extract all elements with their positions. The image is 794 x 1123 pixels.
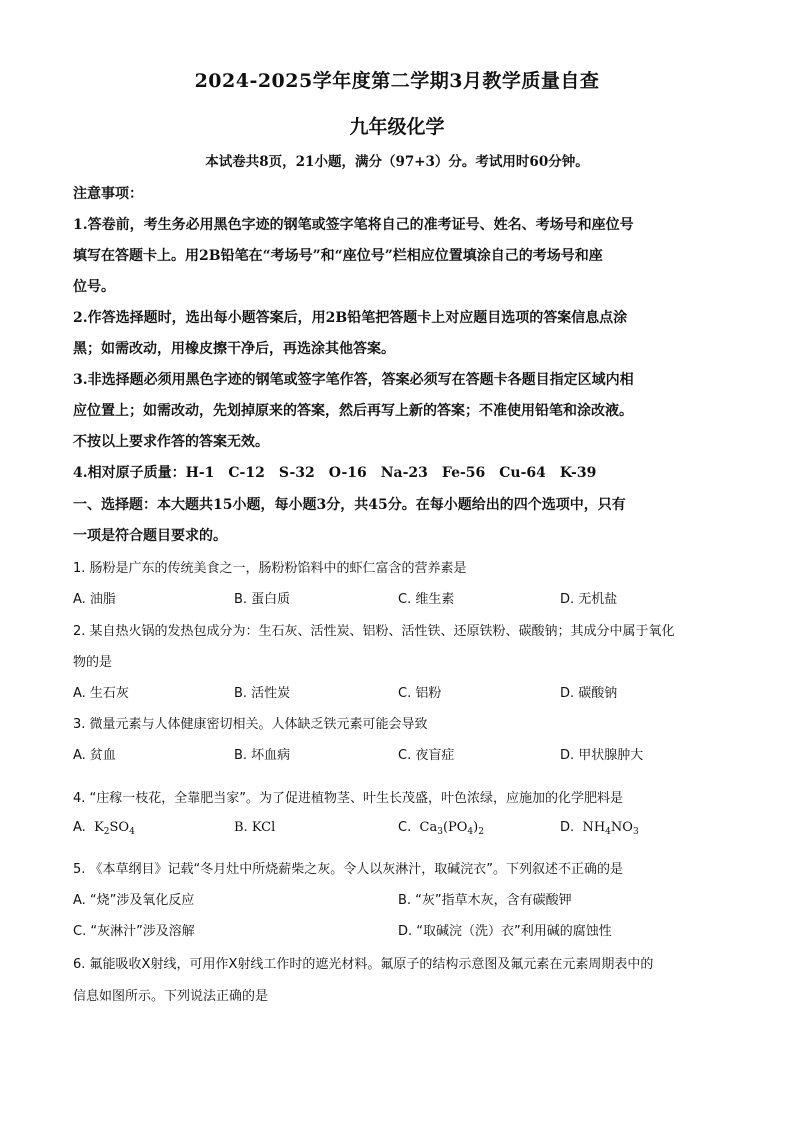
option-label: A. <box>73 820 86 835</box>
notes-line: 应位置上；如需改动，先划掉原来的答案，然后再写上新的答案；不准使用铅笔和涂改液。 <box>73 403 633 419</box>
notes-line: 1.答卷前，考生务必用黑色字迹的钢笔或签字笔将自己的准考证号、姓名、考场号和座位号 <box>73 217 634 233</box>
notes-line: 黑；如需改动，用橡皮擦干净后，再选涂其他答案。 <box>73 341 395 357</box>
option-d: D. 甲状腺肿大 <box>560 748 644 763</box>
atomic-mass-line: 4.相对原子质量：H-1 C-12 S-32 O-16 Na-23 Fe-56 Cu-64 K-39 <box>73 465 597 481</box>
option-d <box>560 820 639 837</box>
option-label: D. <box>560 820 575 835</box>
exam-title: 2024-2025学年度第二学期3月教学质量自查 <box>194 70 600 92</box>
option-a: A. 生石灰 <box>73 686 129 701</box>
option-label: B. KCl <box>234 820 276 835</box>
option-c: C. 夜盲症 <box>398 748 455 763</box>
option-c: C. “灰淋汁”涉及溶解 <box>73 924 195 939</box>
question-stem: 信息如图所示。下列说法正确的是 <box>73 989 269 1004</box>
notes-line: 2.作答选择题时，选出每小题答案后，用2B铅笔把答题卡上对应题目选项的答案信息点涂 <box>73 310 628 326</box>
formula: $Ca_3(PO_4)_2$ <box>419 820 484 837</box>
option-b: B. 活性炭 <box>234 686 291 701</box>
question-stem: 4. “庄稼一枝花，全靠肥当家”。为了促进植物茎、叶生长茂盛，叶色浓绿，应施加的化学肥料是 <box>73 791 624 806</box>
notes-line: 位号。 <box>73 279 115 295</box>
question-stem: 1. 肠粉是广东的传统美食之一，肠粉粉馅料中的虾仁富含的营养素是 <box>73 561 467 576</box>
section-heading: 一项是符合题目要求的。 <box>73 528 227 544</box>
question-stem: 物的是 <box>73 655 113 670</box>
option-c: C. 铝粉 <box>398 686 442 701</box>
question-stem: 5. 《本草纲目》记载“冬月灶中所烧薪柴之灰。令人以灰淋汁，取碱浣衣”。下列叙述不正确的是 <box>73 862 624 877</box>
option-a: A. 油脂 <box>73 592 116 607</box>
notes-line: 3.非选择题必须用黑色字迹的钢笔或签字笔作答，答案必须写在答题卡各题目指定区域内相 <box>73 372 634 388</box>
option-a <box>73 820 135 837</box>
question-stem: 6. 氟能吸收X射线，可用作X射线工作时的遮光材料。氟原子的结构示意图及氟元素在元素周期表中的 <box>73 957 654 972</box>
exam-subject: 九年级化学 <box>349 116 445 138</box>
option-b: B. 蛋白质 <box>234 592 291 607</box>
option-b: B. “灰”指草木灰，含有碳酸钾 <box>398 893 572 908</box>
exam-intro: 本试卷共8页，21小题，满分（97+3）分。考试用时60分钟。 <box>205 154 589 170</box>
question-stem: 3. 微量元素与人体健康密切相关。人体缺乏铁元素可能会导致 <box>73 717 428 732</box>
option-a: A. “烧”涉及氧化反应 <box>73 893 195 908</box>
option-a: A. 贫血 <box>73 748 116 763</box>
option-d: D. 无机盐 <box>560 592 618 607</box>
notes-heading: 注意事项： <box>73 186 143 202</box>
formula: $K_2SO_4$ <box>94 820 135 837</box>
option-b <box>234 820 275 835</box>
option-d: D. 碳酸钠 <box>560 686 618 701</box>
option-d: D. “取碱浣（洗）衣”利用碱的腐蚀性 <box>398 924 612 939</box>
option-label: C. <box>398 820 412 835</box>
option-c: C. 维生素 <box>398 592 455 607</box>
option-b: B. 坏血病 <box>234 748 291 763</box>
question-stem: 2. 某自热火锅的发热包成分为：生石灰、活性炭、铝粉、活性铁、还原铁粉、碳酸钠；其成分中属于氧化 <box>73 624 675 639</box>
notes-line: 不按以上要求作答的答案无效。 <box>73 434 269 450</box>
section-heading: 一、选择题：本大题共15小题，每小题3分，共45分。在每小题给出的四个选项中，只有 <box>73 497 626 513</box>
option-c <box>398 820 484 837</box>
formula: $NH_4NO_3$ <box>582 820 639 837</box>
notes-line: 填写在答题卡上。用2B铅笔在“考场号”和“座位号”栏相应位置填涂自己的考场号和座 <box>73 248 603 264</box>
